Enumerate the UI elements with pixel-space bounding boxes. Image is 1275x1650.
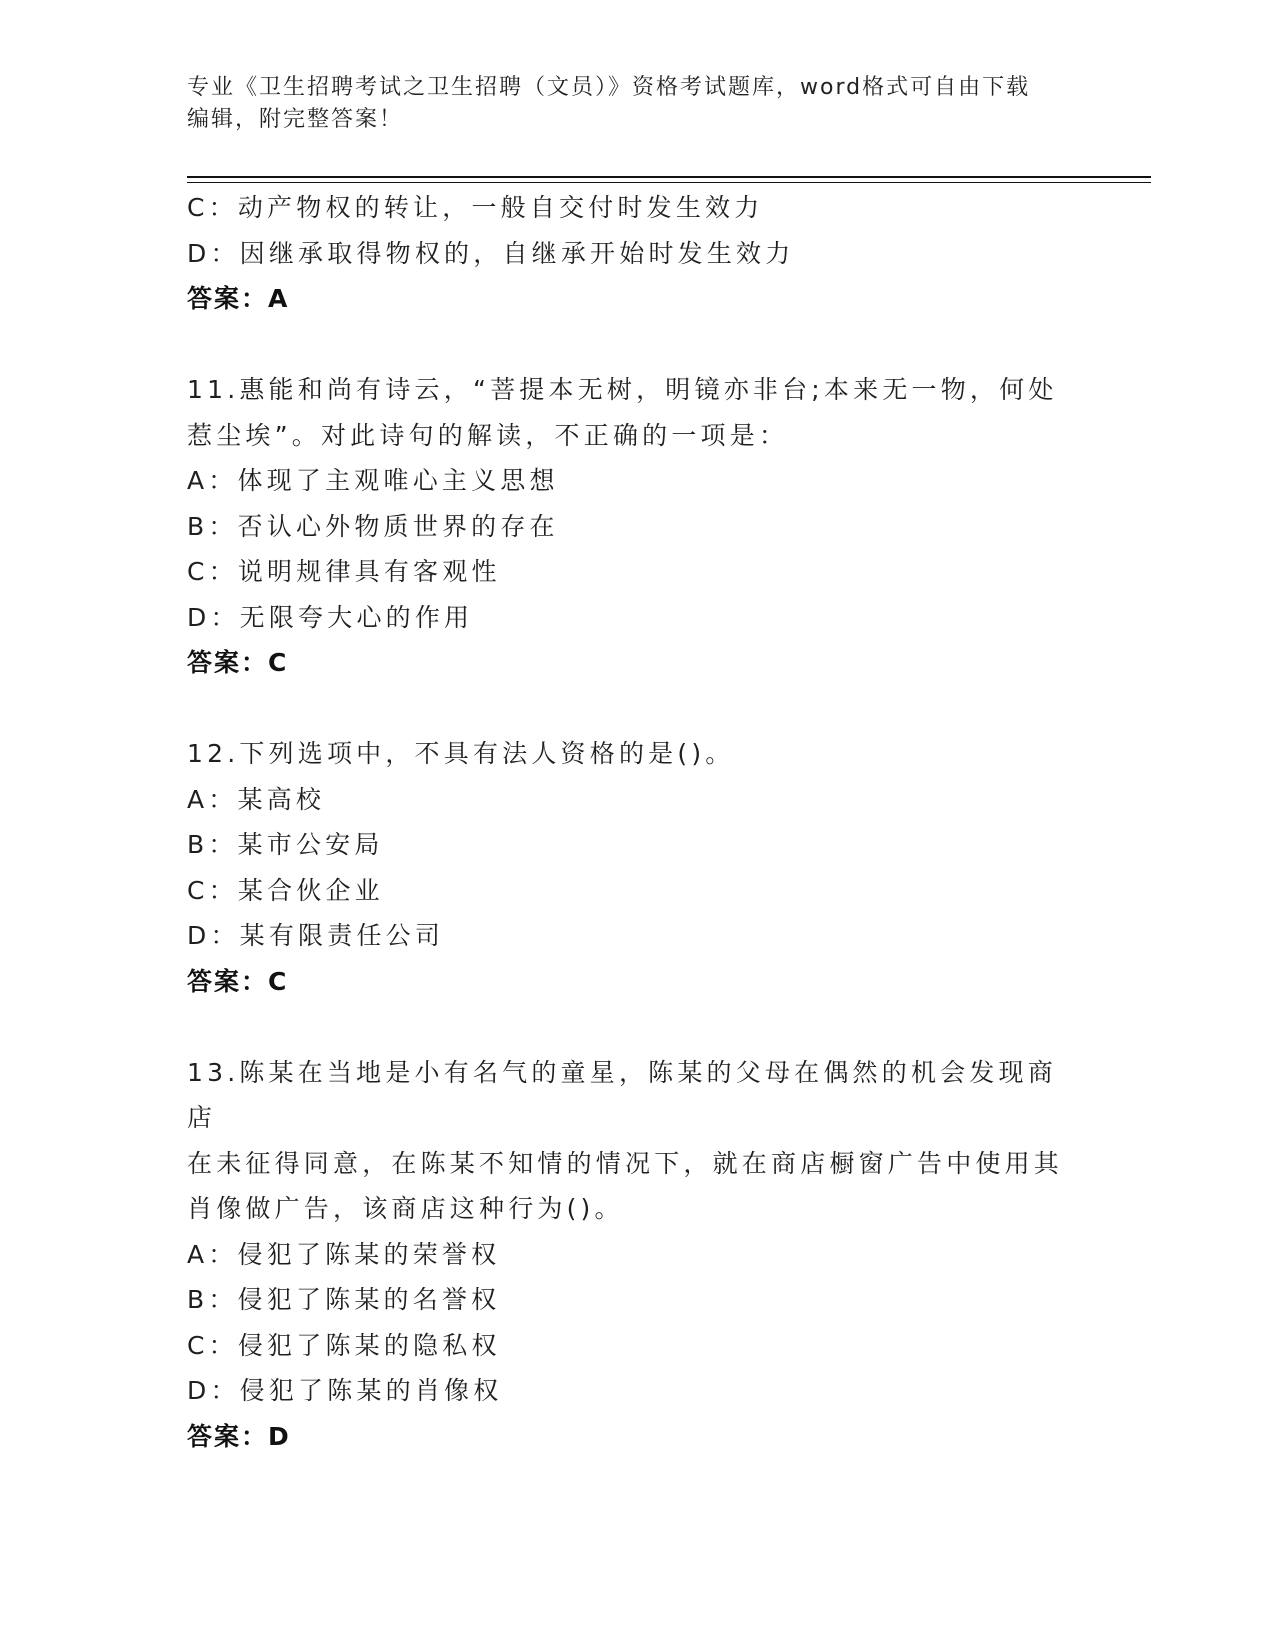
header-line-1: 专业《卫生招聘考试之卫生招聘（文员）》资格考试题库，word格式可自由下载	[187, 75, 1031, 100]
question-stem-line: 肖像做广告，该商店这种行为()。	[187, 1194, 624, 1223]
answer-line: 答案：C	[187, 648, 289, 677]
spacer	[187, 322, 1087, 368]
header-line-2: 编辑，附完整答案！	[187, 107, 404, 132]
option-c: C：某合伙企业	[187, 875, 384, 905]
answer-line: 答案：A	[187, 284, 290, 313]
question-11	[187, 367, 1087, 686]
option-d: D：因继承取得物权的，自继承开始时发生效力	[187, 238, 795, 268]
option-c: C：说明规律具有客观性	[187, 557, 501, 586]
question-12	[187, 731, 1087, 1004]
question-stem-line: 11.惠能和尚有诗云，“菩提本无树，明镜亦非台;本来无一物，何处	[187, 375, 1058, 404]
spacer	[187, 1004, 1087, 1050]
option-c: C：动产物权的转让，一般自交付时发生效力	[187, 193, 764, 222]
question-stem-line: 13.陈某在当地是小有名气的童星，陈某的父母在偶然的机会发现商店	[187, 1057, 1057, 1132]
option-a: A：侵犯了陈某的荣誉权	[187, 1239, 501, 1269]
question-stem-line: 在未征得同意，在陈某不知情的情况下，就在商店橱窗广告中使用其	[187, 1148, 1064, 1178]
question-stem-line: 惹尘埃”。对此诗句的解读，不正确的一项是：	[187, 420, 789, 450]
question-stem-line: 12.下列选项中，不具有法人资格的是()。	[187, 739, 735, 768]
option-b: B：某市公安局	[187, 830, 384, 859]
option-d: D：侵犯了陈某的肖像权	[187, 1376, 503, 1405]
spacer	[187, 686, 1087, 732]
header-rule-thick	[187, 176, 1151, 178]
question-list	[187, 185, 1087, 1459]
partial-question	[187, 185, 1087, 322]
option-c: C：侵犯了陈某的隐私权	[187, 1330, 501, 1360]
option-d: D：无限夸大心的作用	[187, 602, 474, 632]
answer-line: 答案：C	[187, 966, 289, 996]
answer-line: 答案：D	[187, 1421, 291, 1451]
option-a: A：某高校	[187, 784, 326, 814]
question-13	[187, 1050, 1087, 1460]
document-header	[187, 72, 1087, 136]
option-b: B：侵犯了陈某的名誉权	[187, 1285, 501, 1314]
option-d: D：某有限责任公司	[187, 921, 445, 950]
header-rule-thin	[187, 182, 1151, 183]
option-a: A：体现了主观唯心主义思想	[187, 466, 559, 495]
option-b: B：否认心外物质世界的存在	[187, 511, 559, 541]
